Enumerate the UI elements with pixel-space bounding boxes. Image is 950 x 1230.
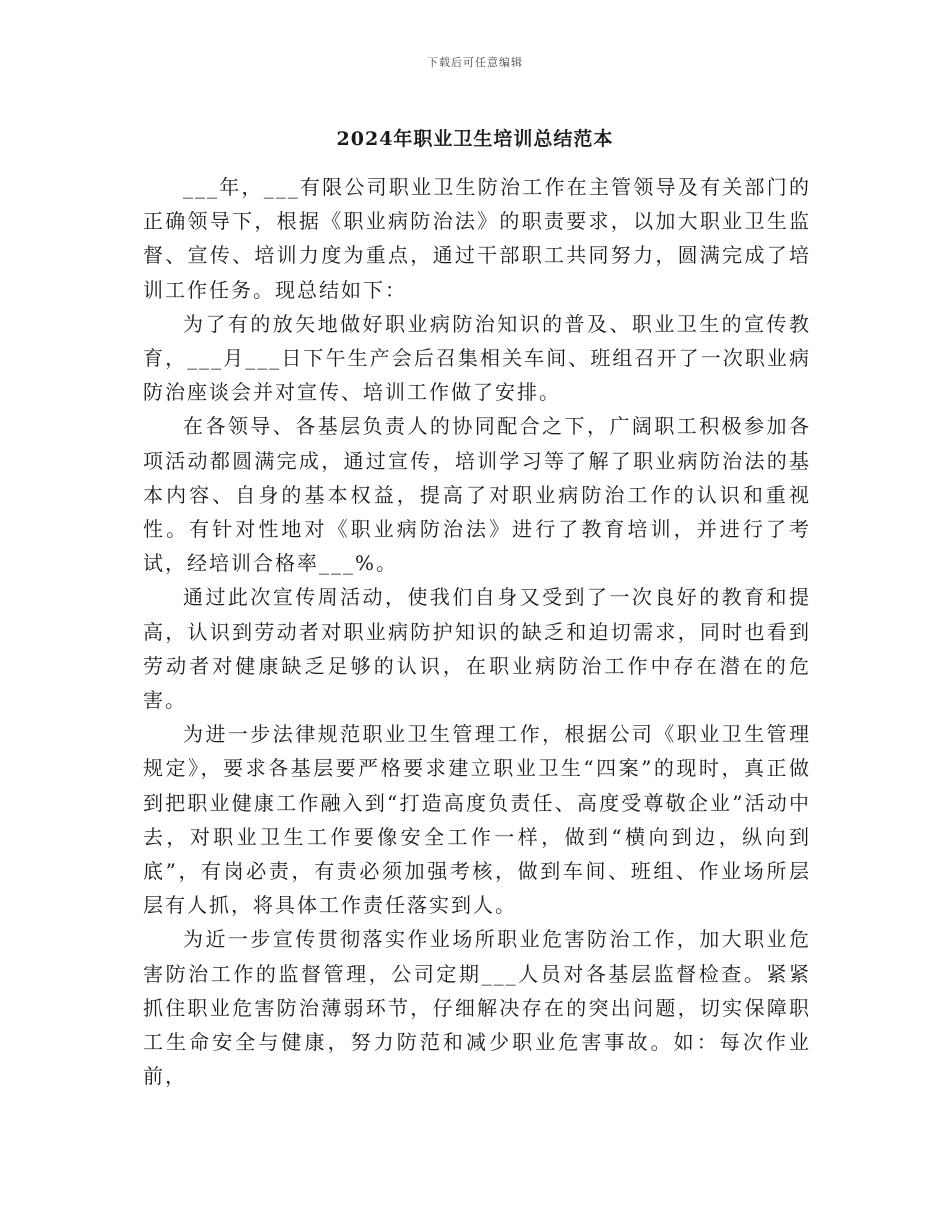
paragraph: 在各领导、各基层负责人的协同配合之下，广阔职工积极参加各项活动都圆满完成，通过宣传，培训学习等了解了职业病防治法的基本内容、自身的基本权益，提高了对职业病防治工作的认识和重视性。有针对性地对《职业病防治法》进行了教育培训，并进行了考试，经培训合格率___%。 bbox=[143, 414, 811, 576]
paragraph: 为进一步法律规范职业卫生管理工作，根据公司《职业卫生管理规定》，要求各基层要严格要求建立职业卫生“四案”的现时，真正做到把职业健康工作融入到“打造高度负责任、高度受尊敬企业”活动中去，对职业卫生工作要像安全工作一样，做到“横向到边，纵向到底”，有岗必责，有责必须加强考核，做到车间、班组、作业场所层层有人抓，将具体工作责任落实到人。 bbox=[143, 722, 811, 918]
paragraph: 为近一步宣传贯彻落实作业场所职业危害防治工作，加大职业危害防治工作的监督管理，公司定期___人员对各基层监督检查。紧紧抓住职业危害防治薄弱环节，仔细解决存在的突出问题，切实保障职工生命安全与健康，努力防范和减少职业危害事故。如：每次作业前， bbox=[143, 927, 811, 1089]
paragraph: ___年，___有限公司职业卫生防治工作在主管领导及有关部门的正确领导下，根据《职业病防治法》的职责要求，以加大职业卫生监督、宣传、培训力度为重点，通过干部职工共同努力，圆满完成了培训工作任务。现总结如下： bbox=[143, 175, 811, 302]
paragraph: 通过此次宣传周活动，使我们自身又受到了一次良好的教育和提高，认识到劳动者对职业病防护知识的缺乏和迫切需求，同时也看到劳动者对健康缺乏足够的认识，在职业病防治工作中存在潜在的危害。 bbox=[143, 585, 811, 713]
document-body bbox=[143, 170, 811, 1093]
paragraph: 为了有的放矢地做好职业病防治知识的普及、职业卫生的宣传教育，___月___日下午生产会后召集相关车间、班组召开了一次职业病防治座谈会并对宣传、培训工作做了安排。 bbox=[143, 311, 811, 405]
header-note: 下载后可任意编辑 bbox=[427, 56, 523, 69]
document-title: 2024年职业卫生培训总结范本 bbox=[336, 128, 614, 150]
